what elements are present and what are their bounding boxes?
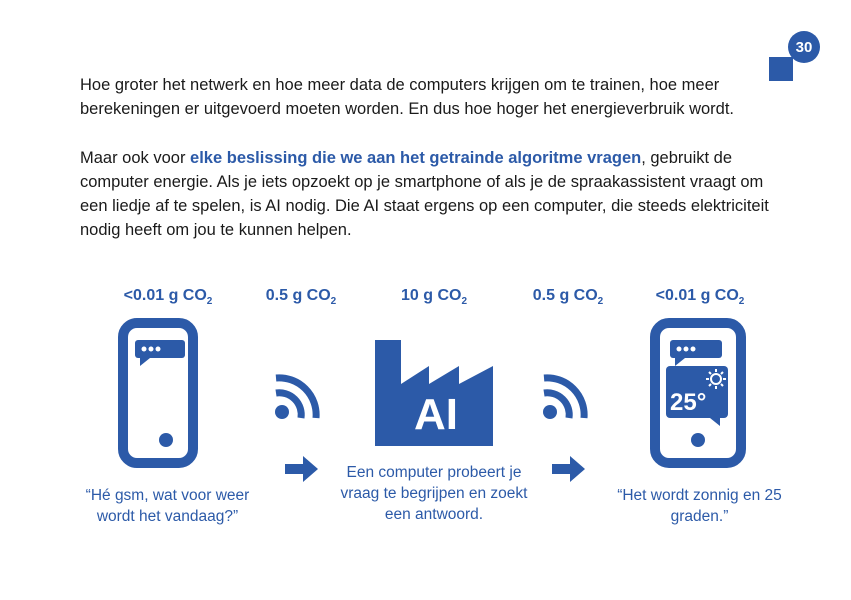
caption-middle: Een computer probeert je vraag te begrijpen en zoekt een antwoord. [340,464,528,523]
caption-right: “Het wordt zonnig en 25 graden.” [617,487,782,525]
factory-ai-label: AI [414,390,458,439]
phone-icon-left [118,318,198,468]
co2-label-phone-right: <0.01 g $CO_2$ [655,287,745,308]
co2-label-phone-left: <0.01 g $CO_2$ [123,287,213,308]
co2-label-wifi-right: 0.5 g $CO_2$ [532,287,604,308]
wifi-icon-left [272,372,327,422]
paragraph-2-intro: Maar ook voor [80,149,191,167]
arrow-right-icon-right [552,455,586,483]
paragraph-1: Hoe groter het netwerk en hoe meer data de computers krijgen om te trainen, hoe meer berekeningen er uitgevoerd moeten worden. En dus hoe hoger het energieverbruik wordt. [80,76,734,118]
paragraph-2-rest: , gebruikt de computer energie. Als je iets opzoekt op je smartphone of als je de spraakassistent vraagt om een liedje af te spelen, is AI nodig. Die AI staat ergens op een computer, die steeds elektriciteit nodig heeft om jou te kunnen helpen. [80,149,769,239]
page-number-badge: 30 [788,31,820,63]
co2-label-wifi-left: 0.5 g $CO_2$ [265,287,337,308]
caption-left: “Hé gsm, wat voor weer wordt het vandaag?” [85,487,250,525]
paragraph-2-highlight: elke beslissing die we aan het getrainde algoritme vragen [190,149,642,167]
paragraph-2 [80,146,780,242]
co2-label-computer: 10 g $CO_2$ [400,287,468,308]
weather-temperature: 25° [670,389,707,416]
arrow-right-icon-left [285,455,319,483]
wifi-icon-right [540,372,595,422]
